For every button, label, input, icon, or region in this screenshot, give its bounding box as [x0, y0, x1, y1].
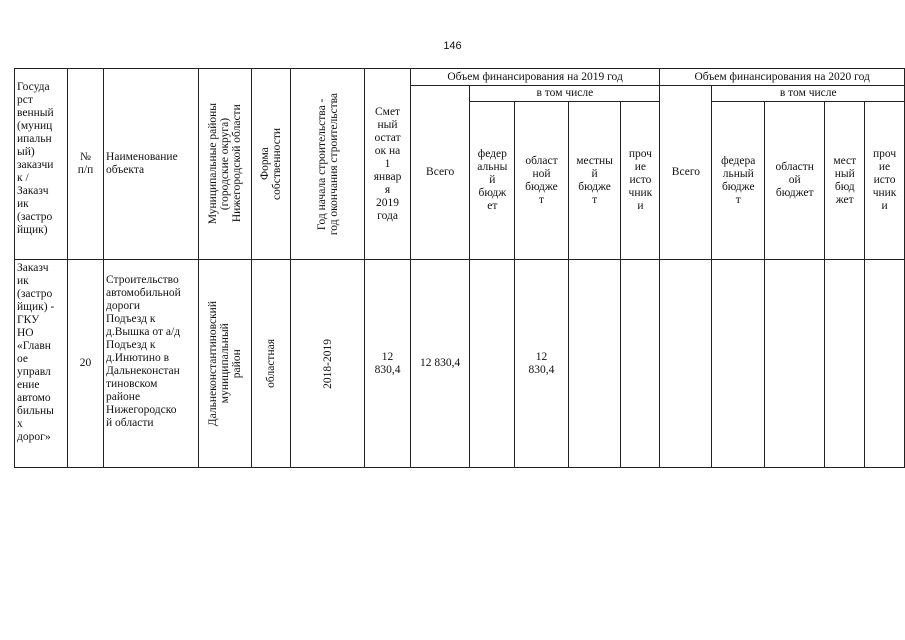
header-object-name: Наименование объекта — [104, 69, 199, 260]
header-district — [198, 69, 252, 260]
row-total-2020 — [660, 260, 712, 468]
header-total-2020: Всего — [660, 86, 712, 260]
row-years — [291, 260, 365, 468]
header-ownership-text: Форма собственности — [259, 128, 284, 200]
header-other-2020: проч ие исто чник и — [865, 102, 905, 260]
header-district-text: Муниципальные районы (городские округа) Нижегородской области — [206, 103, 243, 225]
header-other-2019: проч ие исто чник и — [621, 102, 660, 260]
header-years-text: Год начала строительства - год окончания строительства — [315, 92, 340, 236]
row-regional-2020 — [765, 260, 825, 468]
header-ownership — [252, 69, 291, 260]
header-years — [291, 69, 365, 260]
header-local-2020: мест ный бюд жет — [825, 102, 865, 260]
row-ownership — [252, 260, 291, 468]
row-total-2019: 12 830,4 — [410, 260, 470, 468]
header-fin-2019: Объем финансирования на 2019 год — [410, 69, 659, 86]
financing-table — [14, 68, 905, 468]
header-number: № п/п — [67, 69, 103, 260]
row-local-2020 — [825, 260, 865, 468]
row-object-name: Строительство автомобильной дороги Подъезд к д.Вышка от а/д Подъезд к д.Инютино в Дальнеконстан тиновском районе Нижегородско й области — [104, 260, 199, 468]
header-local-2019: местны й бюдже т — [568, 102, 621, 260]
row-federal-2019 — [470, 260, 515, 468]
header-regional-2019: област ной бюдже т — [515, 102, 568, 260]
header-fin-2020: Объем финансирования на 2020 год — [660, 69, 905, 86]
page-number: 146 — [443, 40, 462, 52]
row-ownership-text: областная — [265, 339, 278, 388]
row-other-2019 — [621, 260, 660, 468]
header-customer: Госуда рст венный (муниц ипальн ый) заказчи к / Заказч ик (застро йщик) — [15, 69, 68, 260]
header-including-2019: в том числе — [470, 86, 660, 102]
header-estimate: Смет ный остат ок на 1 январ я 2019 года — [365, 69, 411, 260]
table-row — [15, 260, 905, 468]
row-years-text: 2018-2019 — [321, 338, 334, 389]
header-federal-2020: федера льный бюдже т — [712, 102, 765, 260]
row-customer: Заказч ик (застро йщик) - ГКУ НО «Главн ое управл ение автомо бильны х дорог» — [15, 260, 68, 468]
row-other-2020 — [865, 260, 905, 468]
header-row-1 — [15, 69, 905, 86]
header-regional-2020: областн ой бюджет — [765, 102, 825, 260]
header-total-2019: Всего — [410, 86, 470, 260]
row-district-text: Дальнеконстантиновский муниципальный район — [206, 300, 243, 427]
row-local-2019 — [568, 260, 621, 468]
header-federal-2019: федер альны й бюдж ет — [470, 102, 515, 260]
row-district — [198, 260, 252, 468]
row-federal-2020 — [712, 260, 765, 468]
row-regional-2019: 12 830,4 — [515, 260, 568, 468]
row-estimate: 12 830,4 — [365, 260, 411, 468]
header-including-2020: в том числе — [712, 86, 905, 102]
row-number: 20 — [67, 260, 103, 468]
